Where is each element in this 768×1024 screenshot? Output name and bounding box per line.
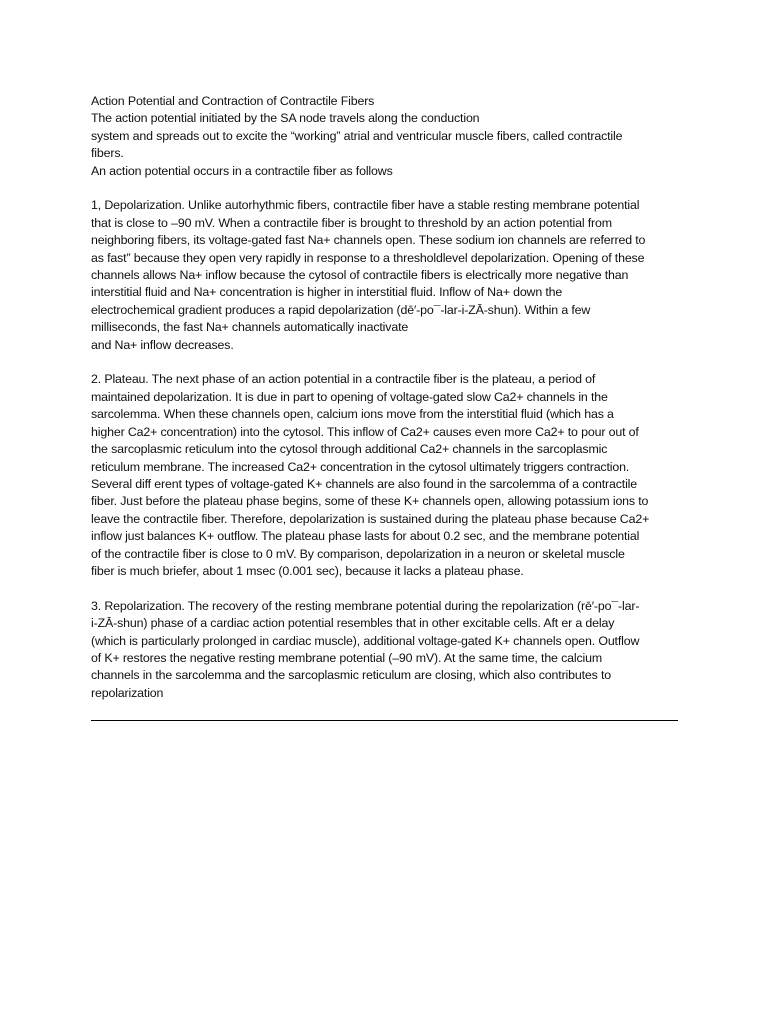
- text-line: repolarization: [91, 685, 164, 700]
- plateau-paragraph: [91, 371, 677, 580]
- text-line: i-ZĀ-shun) phase of a cardiac action potential resembles that in other excitable cells. Aft er a delay: [91, 616, 615, 631]
- paragraph-gap: [91, 180, 677, 197]
- text-line: the sarcoplasmic reticulum into the cytosol through additional Ca2+ channels in the sarcoplasmic: [91, 442, 608, 457]
- text-line: fiber is much briefer, about 1 msec (0.001 sec), because it lacks a plateau phase.: [91, 563, 524, 578]
- text-line: that is close to –90 mV. When a contractile fiber is brought to threshold by an action potential from: [91, 215, 612, 230]
- paragraph-gap: [91, 354, 677, 371]
- text-line: and Na+ inflow decreases.: [91, 337, 234, 352]
- document-page: [91, 93, 677, 702]
- text-line: higher Ca2+ concentration) into the cytosol. This inflow of Ca2+ causes even more Ca2+ to pour out of: [91, 424, 639, 439]
- text-line: reticulum membrane. The increased Ca2+ concentration in the cytosol ultimately triggers contraction.: [91, 459, 630, 474]
- text-line: The action potential initiated by the SA node travels along the conduction: [91, 111, 480, 126]
- document-title: Action Potential and Contraction of Contractile Fibers: [91, 94, 375, 108]
- text-line: channels in the sarcolemma and the sarcoplasmic reticulum are closing, which also contributes to: [91, 668, 612, 683]
- text-line: interstitial fluid and Na+ concentration is higher in interstitial fluid. Inflow of Na+ down the: [91, 285, 563, 300]
- text-line: milliseconds, the fast Na+ channels automatically inactivate: [91, 320, 409, 335]
- text-line: An action potential occurs in a contractile fiber as follows: [91, 163, 393, 178]
- text-line: system and spreads out to excite the “working” atrial and ventricular muscle fibers, called contractile: [91, 128, 623, 143]
- text-line: 3. Repolarization. The recovery of the resting membrane potential during the repolarization (rē′-po¯-lar-: [91, 598, 640, 613]
- text-line: neighboring fibers, its voltage-gated fast Na+ channels open. These sodium ion channels are referred to: [91, 233, 646, 248]
- text-line: of K+ restores the negative resting membrane potential (–90 mV). At the same time, the calcium: [91, 650, 603, 665]
- text-line: 1, Depolarization. Unlike autorhythmic fibers, contractile fiber have a stable resting membrane potential: [91, 198, 640, 213]
- text-line: as fast” because they open very rapidly in response to a thresholdlevel depolarization. Opening of these: [91, 250, 645, 265]
- text-line: leave the contractile fiber. Therefore, depolarization is sustained during the plateau phase because Ca2+: [91, 511, 650, 526]
- intro-paragraph: [91, 93, 677, 180]
- paragraph-gap: [91, 580, 677, 597]
- text-line: maintained depolarization. It is due in part to opening of voltage-gated slow Ca2+ channels in the: [91, 389, 608, 404]
- repolarization-paragraph: [91, 598, 677, 702]
- text-line: fibers.: [91, 146, 124, 161]
- text-line: Several diff erent types of voltage-gated K+ channels are also found in the sarcolemma of a contractile: [91, 476, 638, 491]
- text-line: channels allows Na+ inflow because the cytosol of contractile fibers is electrically more negative than: [91, 268, 629, 283]
- text-line: fiber. Just before the plateau phase begins, some of these K+ channels open, allowing potassium ions to: [91, 494, 649, 509]
- text-line: sarcolemma. When these channels open, calcium ions move from the interstitial fluid (which has a: [91, 407, 614, 422]
- text-line: of the contractile fiber is close to 0 mV. By comparison, depolarization in a neuron or skeletal muscle: [91, 546, 625, 561]
- text-line: electrochemical gradient produces a rapid depolarization (dē′-po¯-lar-i-ZĀ-shun). Within a few: [91, 302, 591, 317]
- text-line: (which is particularly prolonged in cardiac muscle), additional voltage-gated K+ channels open. Outflow: [91, 633, 640, 648]
- horizontal-rule: [91, 720, 678, 721]
- depolarization-paragraph: [91, 197, 677, 354]
- text-line: inflow just balances K+ outflow. The plateau phase lasts for about 0.2 sec, and the membrane potential: [91, 529, 640, 544]
- text-line: 2. Plateau. The next phase of an action potential in a contractile fiber is the plateau, a period of: [91, 372, 596, 387]
